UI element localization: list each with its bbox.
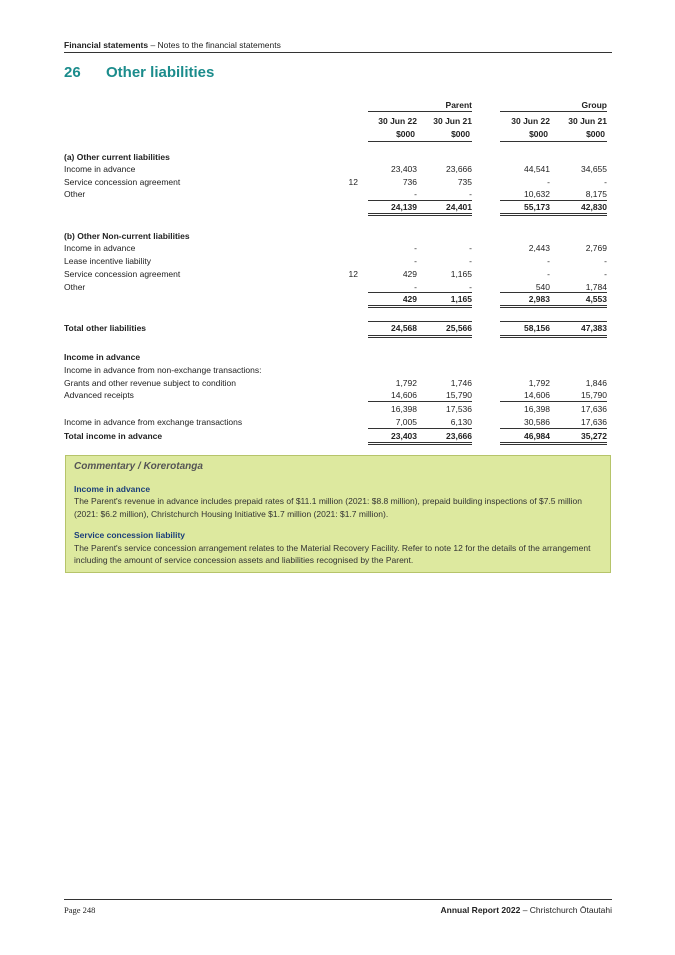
cell-value: -	[604, 269, 607, 279]
total-row	[0, 322, 675, 334]
cell-value: 34,655	[581, 164, 607, 174]
commentary-heading: Income in advance	[74, 483, 151, 494]
commentary-title: Commentary / Korerotanga	[74, 461, 203, 472]
total-double-rule	[500, 335, 607, 338]
cell-value: 429	[402, 294, 417, 304]
cell-value: 47,383	[581, 323, 607, 333]
cell-value: 540	[535, 282, 550, 292]
cell-value: 15,790	[446, 390, 472, 400]
cell-value: 42,830	[581, 202, 607, 212]
cell-value: 24,568	[391, 323, 417, 333]
header-underline	[500, 141, 607, 142]
subtotal-row	[0, 201, 675, 213]
cell-value: 14,606	[524, 390, 550, 400]
cell-value: 10,632	[524, 189, 550, 199]
column-unit: $000	[586, 129, 605, 139]
subtotal-rule	[500, 401, 607, 402]
commentary-body: The Parent's service concession arrangement relates to the Material Recovery Facility. Refer to note 12 for the details of the arrangement including the amount of service concession assets and liabilities recognised by the Parent.	[74, 542, 591, 565]
total-double-rule	[368, 213, 472, 216]
cell-value: 44,541	[524, 164, 550, 174]
cell-value: 17,636	[581, 404, 607, 414]
table-row	[0, 351, 675, 363]
cell-value: 23,666	[446, 431, 472, 441]
cell-value: 1,746	[450, 378, 472, 388]
total-double-rule	[368, 305, 472, 308]
cell-value: 16,398	[391, 404, 417, 414]
header-divider	[64, 52, 612, 53]
commentary-heading: Service concession liability	[74, 530, 186, 540]
note-number: 26	[64, 64, 81, 81]
cell-value: 1,846	[585, 378, 607, 388]
total-double-rule	[368, 442, 472, 445]
commentary-box	[65, 455, 611, 573]
note-heading: Other liabilities	[106, 64, 215, 81]
cell-value: 24,139	[391, 202, 417, 212]
row-label: Other	[64, 189, 86, 199]
cell-value: -	[414, 243, 417, 253]
running-header	[64, 40, 612, 50]
page-number: Page 248	[64, 905, 96, 915]
cell-value: 15,790	[581, 390, 607, 400]
cell-value: -	[547, 269, 550, 279]
cell-value: 58,156	[524, 323, 550, 333]
table-row	[0, 230, 675, 242]
cell-value: 8,175	[585, 189, 607, 199]
row-label: (b) Other Non-current liabilities	[64, 231, 190, 241]
cell-value: 7,005	[395, 417, 417, 427]
cell-value: 55,173	[524, 202, 550, 212]
column-date: 30 Jun 22	[378, 116, 417, 126]
table-row	[0, 389, 675, 401]
row-label: Grants and other revenue subject to condition	[64, 378, 236, 388]
table-row	[0, 364, 675, 376]
cell-value: -	[469, 282, 472, 292]
cell-value: -	[604, 256, 607, 266]
group-label-parent: Parent	[445, 100, 472, 110]
row-label: Advanced receipts	[64, 390, 134, 400]
cell-value: 1,792	[395, 378, 417, 388]
column-date: 30 Jun 21	[433, 116, 472, 126]
header-section: Financial statements	[64, 40, 149, 50]
cell-value: 735	[457, 177, 472, 187]
footer-divider	[64, 899, 612, 900]
row-label: Income in advance	[64, 164, 136, 174]
cell-value: -	[469, 189, 472, 199]
cell-value: -	[414, 189, 417, 199]
cell-value: 1,165	[450, 269, 472, 279]
cell-value: 17,536	[446, 404, 472, 414]
row-label: Income in advance from non-exchange transactions:	[64, 365, 262, 375]
total-double-rule	[500, 442, 607, 445]
table-row	[0, 242, 675, 254]
cell-value: -	[469, 256, 472, 266]
table-row	[0, 163, 675, 175]
cell-value: -	[469, 243, 472, 253]
column-date: 30 Jun 22	[511, 116, 550, 126]
total-double-rule	[368, 335, 472, 338]
total-double-rule	[500, 213, 607, 216]
subtotal-rule	[368, 401, 472, 402]
row-label: (a) Other current liabilities	[64, 152, 170, 162]
row-label: Total income in advance	[64, 431, 163, 441]
report-city: – Christchurch Ōtautahi	[520, 905, 612, 915]
header-subsection: – Notes to the financial statements	[148, 40, 281, 50]
group-rule-group	[500, 111, 607, 112]
cell-value: -	[547, 177, 550, 187]
cell-value: 14,606	[391, 390, 417, 400]
table-row	[0, 377, 675, 389]
cell-value: 4,553	[585, 294, 607, 304]
table-row	[0, 188, 675, 200]
column-unit: $000	[529, 129, 548, 139]
table-row	[0, 255, 675, 267]
total-rule	[368, 428, 472, 429]
cell-value: 2,769	[585, 243, 607, 253]
table-row	[0, 268, 675, 280]
cell-value: 35,272	[581, 431, 607, 441]
column-unit: $000	[396, 129, 415, 139]
row-label: Service concession agreement	[64, 177, 181, 187]
cell-value: 30,586	[524, 417, 550, 427]
report-title	[441, 905, 612, 915]
group-label-group: Group	[581, 100, 607, 110]
cell-value: 429	[402, 269, 417, 279]
cell-value: 1,784	[585, 282, 607, 292]
cell-value: -	[414, 256, 417, 266]
cell-value: -	[414, 282, 417, 292]
cell-value: 2,443	[528, 243, 550, 253]
row-label: Total other liabilities	[64, 323, 147, 333]
subtotal-row	[0, 293, 675, 305]
row-label: Service concession agreement	[64, 269, 181, 279]
cell-value: 1,792	[528, 378, 550, 388]
cell-value: 23,403	[391, 164, 417, 174]
row-label: Income in advance from exchange transactions	[64, 417, 243, 427]
cell-value: 2,983	[528, 294, 550, 304]
note-ref: 12	[348, 269, 358, 279]
cell-value: 23,666	[446, 164, 472, 174]
cell-value: 736	[402, 177, 417, 187]
cell-value: 1,165	[450, 294, 472, 304]
cell-value: 6,130	[450, 417, 472, 427]
cell-value: 25,566	[446, 323, 472, 333]
table-row	[0, 416, 675, 428]
total-row	[0, 430, 675, 442]
report-name: Annual Report 2022	[440, 905, 521, 915]
row-label: Other	[64, 282, 86, 292]
header-underline	[368, 141, 472, 142]
cell-value: 16,398	[524, 404, 550, 414]
table-row	[0, 176, 675, 188]
row-label: Income in advance	[64, 243, 136, 253]
row-label: Lease incentive liability	[64, 256, 151, 266]
table-row	[0, 151, 675, 163]
column-date: 30 Jun 21	[568, 116, 607, 126]
cell-value: -	[547, 256, 550, 266]
subtotal-row	[0, 403, 675, 415]
total-rule	[500, 428, 607, 429]
note-ref: 12	[348, 177, 358, 187]
row-label: Income in advance	[64, 352, 141, 362]
cell-value: 24,401	[446, 202, 472, 212]
cell-value: -	[604, 177, 607, 187]
commentary-body: The Parent's revenue in advance includes prepaid rates of $11.1 million (2021: $8.8 million), prepaid building inspections of $7.5 million (2021: $6.2 million), Christchurch Housing Initiative $1.7 million (2021: $1.7 million).	[74, 496, 582, 519]
cell-value: 46,984	[524, 431, 550, 441]
cell-value: 17,636	[581, 417, 607, 427]
note-title	[64, 64, 214, 81]
column-unit: $000	[451, 129, 470, 139]
group-rule-parent	[368, 111, 472, 112]
cell-value: 23,403	[391, 431, 417, 441]
total-double-rule	[500, 305, 607, 308]
